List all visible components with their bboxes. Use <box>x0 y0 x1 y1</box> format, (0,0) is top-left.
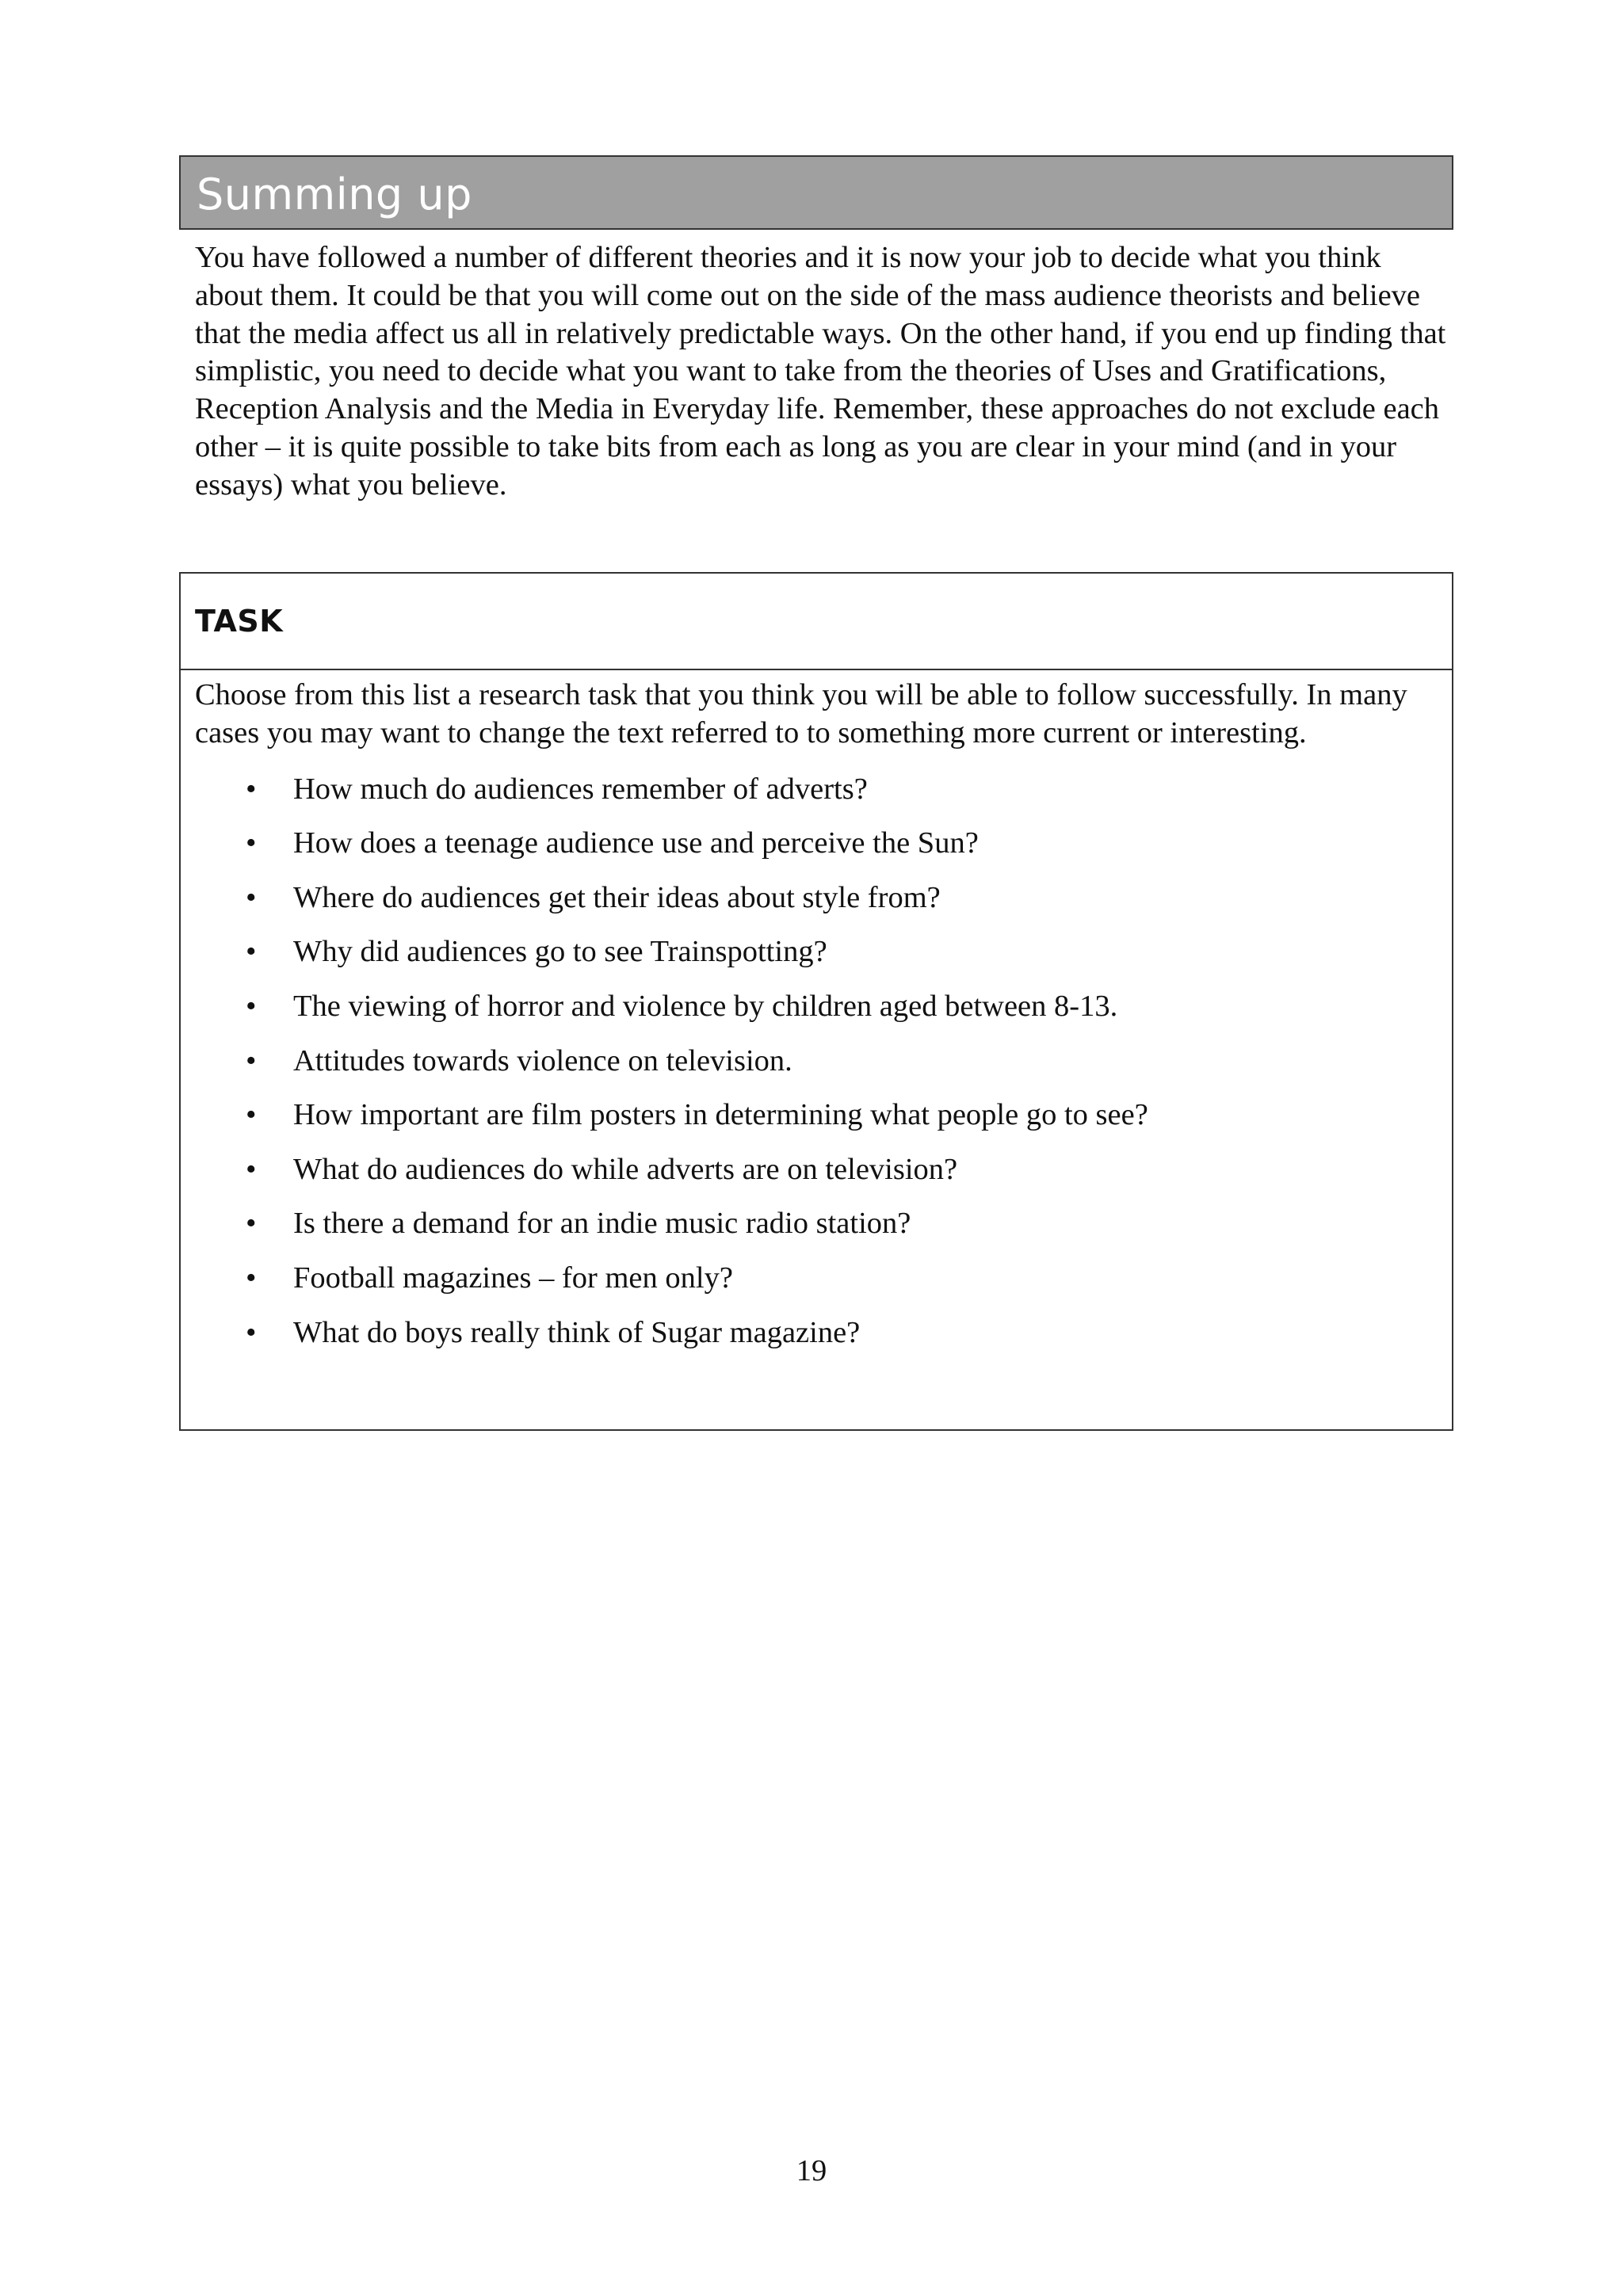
bullet: • <box>246 1261 257 1295</box>
list-item-text: How much do audiences remember of adverts? <box>293 772 868 806</box>
bullet: • <box>246 772 257 806</box>
list-item <box>195 1196 1438 1251</box>
list-item-text: How important are film posters in determining what people go to see? <box>293 1098 1148 1132</box>
task-box <box>179 572 1453 1431</box>
list-item-text: Attitudes towards violence on television. <box>293 1043 792 1077</box>
list-item-text: How does a teenage audience use and perceive the Sun? <box>293 826 979 860</box>
list-item-text: What do audiences do while adverts are on television? <box>293 1152 958 1186</box>
list-item <box>195 1306 1438 1360</box>
list-item-text: Why did audiences go to see Trainspotting? <box>293 935 827 969</box>
task-list <box>195 762 1438 1360</box>
bullet: • <box>246 826 257 860</box>
intro-paragraph: You have followed a number of different theories and it is now your job to decide what you think about them. It could be that you will come out on the side of the mass audience theorists and believe that the media affect us all in relatively predictable ways. On the other hand, if you end up finding that simplistic, you need to decide what you want to take from the theories of Uses and Gratifications, Reception Analysis and the Media in Everyday life. Remember, these approaches do not exclude each other – it is quite possible to take bits from each as long as you are clear in your mind (and in your essays) what you believe. <box>195 241 1446 502</box>
list-item <box>195 871 1438 925</box>
section-title: Summing up <box>197 170 472 219</box>
list-item-text: Football magazines – for men only? <box>293 1261 733 1295</box>
task-header <box>181 574 1452 670</box>
bullet: • <box>246 989 257 1023</box>
page-number: 19 <box>796 2154 827 2187</box>
bullet: • <box>246 880 257 914</box>
list-item <box>195 1142 1438 1197</box>
task-title: TASK <box>195 604 284 639</box>
bullet: • <box>246 935 257 969</box>
bullet: • <box>246 1098 257 1132</box>
bullet: • <box>246 1152 257 1186</box>
list-item <box>195 925 1438 979</box>
list-item <box>195 816 1438 871</box>
task-body <box>181 670 1452 1360</box>
bullet: • <box>246 1043 257 1077</box>
bullet: • <box>246 1207 257 1241</box>
task-intro: Choose from this list a research task that you think you will be able to follow successfully. In many cases you may want to change the text referred to to something more current or interesting. <box>195 678 1407 749</box>
list-item <box>195 762 1438 817</box>
list-item-text: Is there a demand for an indie music radio station? <box>293 1207 911 1241</box>
bullet: • <box>246 1315 257 1349</box>
section-heading <box>179 155 1453 230</box>
list-item <box>195 1088 1438 1142</box>
list-item-text: The viewing of horror and violence by children aged between 8-13. <box>293 989 1118 1023</box>
list-item-text: Where do audiences get their ideas about style from? <box>293 880 941 914</box>
list-item <box>195 1251 1438 1306</box>
list-item <box>195 979 1438 1034</box>
list-item-text: What do boys really think of Sugar magazine? <box>293 1315 861 1349</box>
list-item <box>195 1034 1438 1089</box>
